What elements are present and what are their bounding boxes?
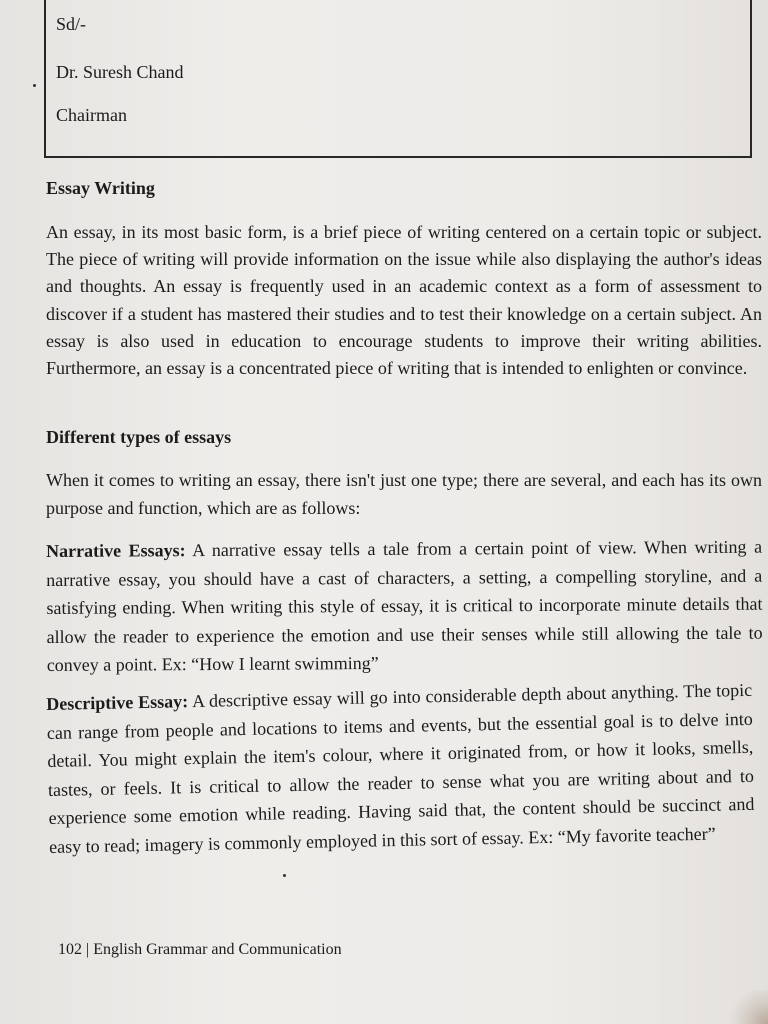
essay-writing-paragraph: An essay, in its most basic form, is a brief piece of writing centered on a certain topic or subject. The piece of writing will provide information on the issue while also displaying the author's ideas and thoughts. An essay is frequently used in an academic context as a form of assessment to discover if a student has mastered their studies and to test their knowledge on a certain subject. An essay is also used in education to encourage students to improve their writing abilities. Furthermore, an essay is a concentrated piece of writing that is intended to enlighten or convince. bbox=[46, 222, 762, 379]
signature-name: Dr. Suresh Chand bbox=[56, 62, 184, 82]
narrative-essay-paragraph bbox=[46, 533, 763, 680]
page-corner-shadow bbox=[728, 990, 768, 1024]
signature-sd: Sd/- bbox=[56, 14, 87, 34]
margin-dot bbox=[33, 84, 36, 87]
descriptive-essay-label: Descriptive Essay: bbox=[46, 691, 189, 714]
signature-box bbox=[44, 0, 752, 158]
descriptive-essay-text: A descriptive essay will go into considerable depth about anything. The topic can range from people and locations to items and events, but the essential goal is to delve into detail. You might explain the item's colour, where it originated from, or how it looks, smells, tastes, or feels. It is critical to allow the reader to sense what you are writing about and to experience some emotion while reading. Having said that, the content should be succinct and easy to read; imagery is commonly employed in this sort of essay. Ex: “My favorite teacher” bbox=[46, 679, 755, 857]
narrative-essay-text: A narrative essay tells a tale from a certain point of view. When writing a narrative essay, you should have a cast of characters, a setting, a compelling storyline, and a satisfying ending. When writing this style of essay, it is critical to incorporate minute details that allow the reader to experience the emotion and use their senses while still allowing the tale to convey a point. Ex: “How I learnt swimming” bbox=[46, 536, 763, 675]
narrative-essay-label: Narrative Essays: bbox=[46, 540, 186, 561]
essay-types-heading: Different types of essays bbox=[46, 427, 232, 447]
signature-role: Chairman bbox=[56, 105, 127, 125]
descriptive-essay-paragraph bbox=[46, 676, 755, 861]
stray-dot bbox=[283, 874, 286, 877]
page-footer: 102 | English Grammar and Communication bbox=[58, 941, 342, 958]
essay-writing-heading: Essay Writing bbox=[46, 178, 155, 198]
essay-types-paragraph: When it comes to writing an essay, there isn't just one type; there are several, and each has its own purpose and function, which are as follows: bbox=[46, 470, 762, 518]
